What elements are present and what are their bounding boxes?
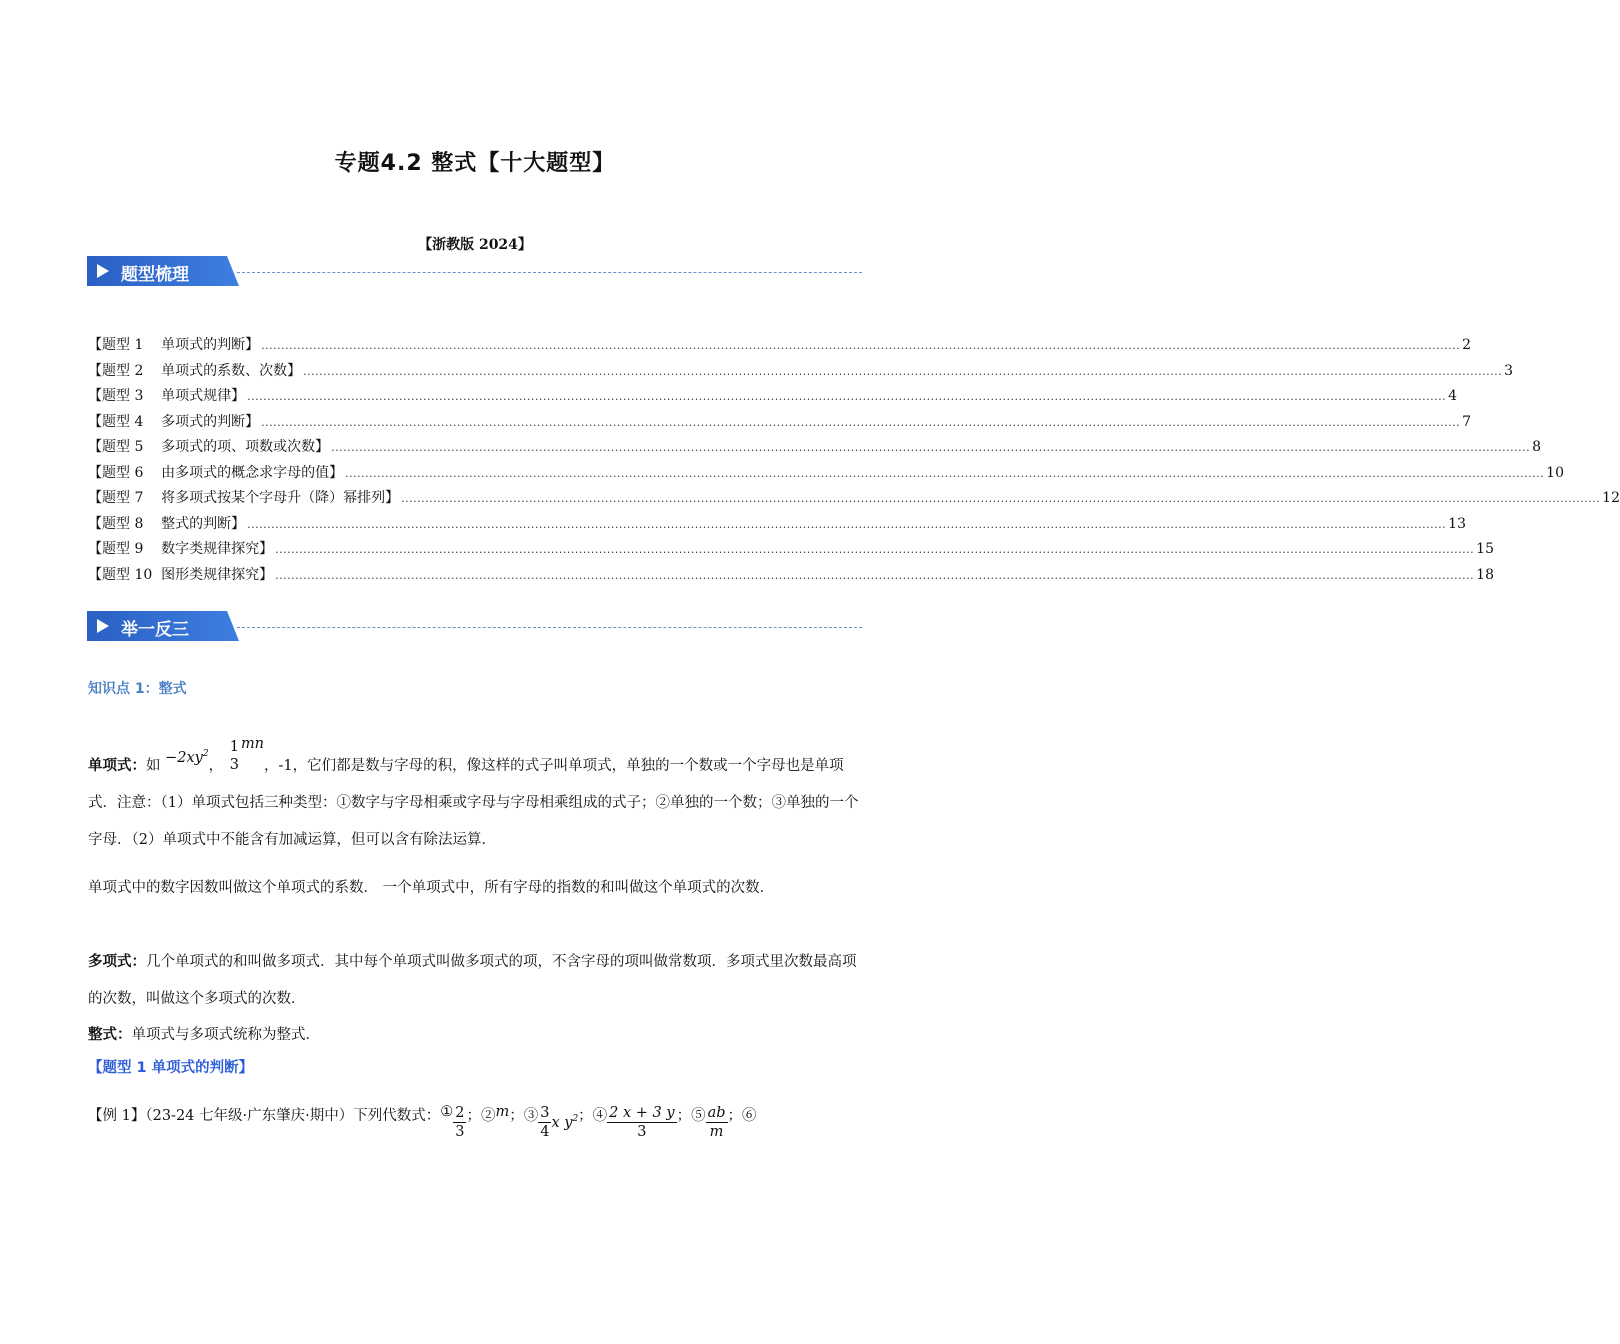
toc-entry[interactable] [88, 360, 1514, 386]
fraction-3-4 [538, 1104, 551, 1141]
fraction-2x3y-3 [607, 1104, 676, 1141]
type1-heading: 【题型 1 单项式的判断】 [88, 1060, 254, 1076]
toc-page-number: 18 [1476, 566, 1494, 583]
expr-neg2xy2 [165, 750, 208, 766]
polynomial-term: 多项式： [88, 953, 146, 970]
toc-entry-label: 【题型 5 多项式的项、项数或次数】 [88, 439, 330, 455]
toc-page-number: 8 [1532, 439, 1542, 455]
toc-entry-label: 【题型 1 单项式的判断】 [88, 337, 260, 353]
play-arrow-icon [97, 264, 109, 278]
expr-xy2 [551, 1115, 578, 1131]
dashed-divider [237, 627, 862, 628]
toc-entry-label: 【题型 7 将多项式按某个字母升（降）幂排列】 [88, 490, 400, 506]
toc-page-number: 10 [1546, 464, 1564, 481]
xy-base: x y [551, 1114, 573, 1131]
monomial-definition: 单项式：如 $-2xy^2$， 1 3 mn，-1，它们都是数与字母的积，像这样的式子叫单项式，单独的一个数或一个字母也是单项式．注意：（1）单项式包括三种类型：①数字与字母相乘或字母与字母相乘组成的式子；②单独的一个数；③单独的一个字母．（2）单项式中不能含有加减运算，但可以含有除法运算． [88, 735, 859, 848]
play-arrow-icon [97, 619, 109, 633]
banner-label: 举一反三 [121, 620, 189, 640]
toc-entry[interactable] [88, 411, 1472, 437]
toc-entry-label: 【题型 9 数字类规律探究】 [88, 541, 274, 557]
toc-entry[interactable] [88, 385, 1458, 411]
frac-numerator: ab [707, 1105, 726, 1121]
polynomial-definition [88, 943, 864, 1018]
item-2-marker: ；② [466, 1108, 496, 1124]
example-label: 【例 1】 [88, 1108, 146, 1124]
frac-denominator: 3 [455, 1124, 465, 1140]
integral-text: 单项式与多项式统称为整式． [131, 1027, 320, 1043]
item-4-marker: ；④ [578, 1108, 608, 1124]
frac-numerator: 2 [455, 1105, 465, 1121]
monomial-term: 单项式： [88, 756, 146, 774]
toc-page-number: 12 [1602, 490, 1620, 506]
fraction-one-third [228, 738, 241, 774]
toc-entry[interactable] [88, 462, 1564, 488]
frac-denominator: 3 [637, 1124, 647, 1140]
toc-leader-dots: ............................................................................................................................................................................................................................................................................................................ [275, 543, 1475, 556]
page-title: 专题4.2 整式【十大题型】 [334, 151, 616, 176]
toc-entry[interactable] [88, 538, 1494, 564]
toc-entry[interactable] [88, 513, 1466, 539]
monomial-rest: ，-1，它们都是数与字母的积，像这样的式子叫单项式，单独的一个数或一个字母也是单项式．注意：（1）单项式包括三种类型：①数字与字母相乘或字母与字母相乘组成的式子；②单独的一个数；③单独的一个字母．（2）单项式中不能含有加减运算，但可以含有除法运算． [88, 757, 859, 848]
knowledge-point-heading: 知识点 1：整式 [88, 681, 187, 697]
integral-term: 整式： [88, 1026, 132, 1043]
monomial-intro: 如 [146, 757, 161, 774]
toc-entry-label: 【题型 3 单项式规律】 [88, 388, 246, 404]
toc-page-number: 7 [1462, 413, 1472, 430]
toc-entry-label: 【题型 6 由多项式的概念求字母的值】 [88, 464, 344, 481]
toc-entry-label: 【题型 10 图形类规律探究】 [88, 566, 274, 583]
toc-entry[interactable] [88, 487, 1620, 513]
toc-entry[interactable] [88, 436, 1542, 462]
toc-entry-label: 【题型 4 多项式的判断】 [88, 413, 260, 430]
example-source: （23-24 七年级·广东肇庆·期中）下列代数式： [145, 1108, 441, 1124]
toc-page-number: 13 [1448, 515, 1466, 532]
polynomial-text: 几个单项式的和叫做多项式．其中每个单项式叫做多项式的项，不含字母的项叫做常数项．多项式里次数最高项的次数，叫做这个多项式的次数． [88, 954, 857, 1007]
table-of-contents [88, 334, 1620, 589]
toc-page-number: 3 [1504, 362, 1514, 379]
dashed-divider [237, 272, 862, 273]
toc-leader-dots: ............................................................................................................................................................................................................................................................................................................ [247, 390, 1447, 403]
section-banner-examples [87, 611, 863, 641]
toc-leader-dots: ............................................................................................................................................................................................................................................................................................................ [303, 364, 1503, 378]
frac-numerator: 1 [229, 738, 239, 755]
item-6-marker: ；⑥ [727, 1108, 757, 1124]
toc-entry[interactable] [88, 334, 1472, 360]
frac-numerator: 2 x + 3 y [609, 1105, 675, 1121]
toc-leader-dots: ............................................................................................................................................................................................................................................................................................................ [401, 492, 1601, 505]
variable-m: m [495, 1104, 510, 1120]
toc-leader-dots: ............................................................................................................................................................................................................................................................................................................ [261, 415, 1461, 429]
xy-exponent: 2 [572, 1114, 579, 1125]
toc-page-number: 2 [1462, 337, 1472, 353]
frac-denominator: m [709, 1124, 724, 1140]
frac-denominator: 4 [540, 1124, 550, 1140]
item-3-marker: ；③ [509, 1108, 539, 1124]
toc-leader-dots: ............................................................................................................................................................................................................................................................................................................ [275, 568, 1475, 582]
banner-label: 题型梳理 [121, 265, 189, 285]
toc-page-number: 4 [1448, 388, 1458, 404]
section-banner-topic-list [87, 256, 863, 286]
expr1-exponent: 2 [202, 749, 209, 759]
toc-leader-dots: ............................................................................................................................................................................................................................................................................................................ [261, 339, 1461, 352]
expr1-base: −2xy [165, 749, 203, 766]
toc-leader-dots: ............................................................................................................................................................................................................................................................................................................ [345, 466, 1545, 480]
toc-entry-label: 【题型 8 整式的判断】 [88, 515, 246, 532]
item-5-marker: ；⑤ [676, 1108, 706, 1124]
edition-label: 【浙教版 2024】 [418, 237, 532, 253]
fraction-ab-m [706, 1104, 728, 1141]
toc-entry-label: 【题型 2 单项式的系数、次数】 [88, 362, 302, 379]
expr2-variable: mn [240, 735, 265, 752]
item-1-marker: ① [440, 1104, 454, 1120]
toc-leader-dots: ............................................................................................................................................................................................................................................................................................................ [331, 441, 1531, 454]
integral-definition [88, 1016, 864, 1054]
toc-page-number: 15 [1476, 541, 1494, 557]
frac-denominator: 3 [229, 756, 239, 773]
example-1 [88, 1104, 864, 1141]
toc-leader-dots: ............................................................................................................................................................................................................................................................................................................ [247, 517, 1447, 531]
toc-entry[interactable] [88, 564, 1494, 590]
coefficient-definition: 单项式中的数字因数叫做这个单项式的系数． 一个单项式中，所有字母的指数的和叫做这个单项式的次数． [88, 880, 775, 896]
frac-numerator: 3 [540, 1105, 550, 1121]
fraction-2-3 [453, 1104, 466, 1141]
